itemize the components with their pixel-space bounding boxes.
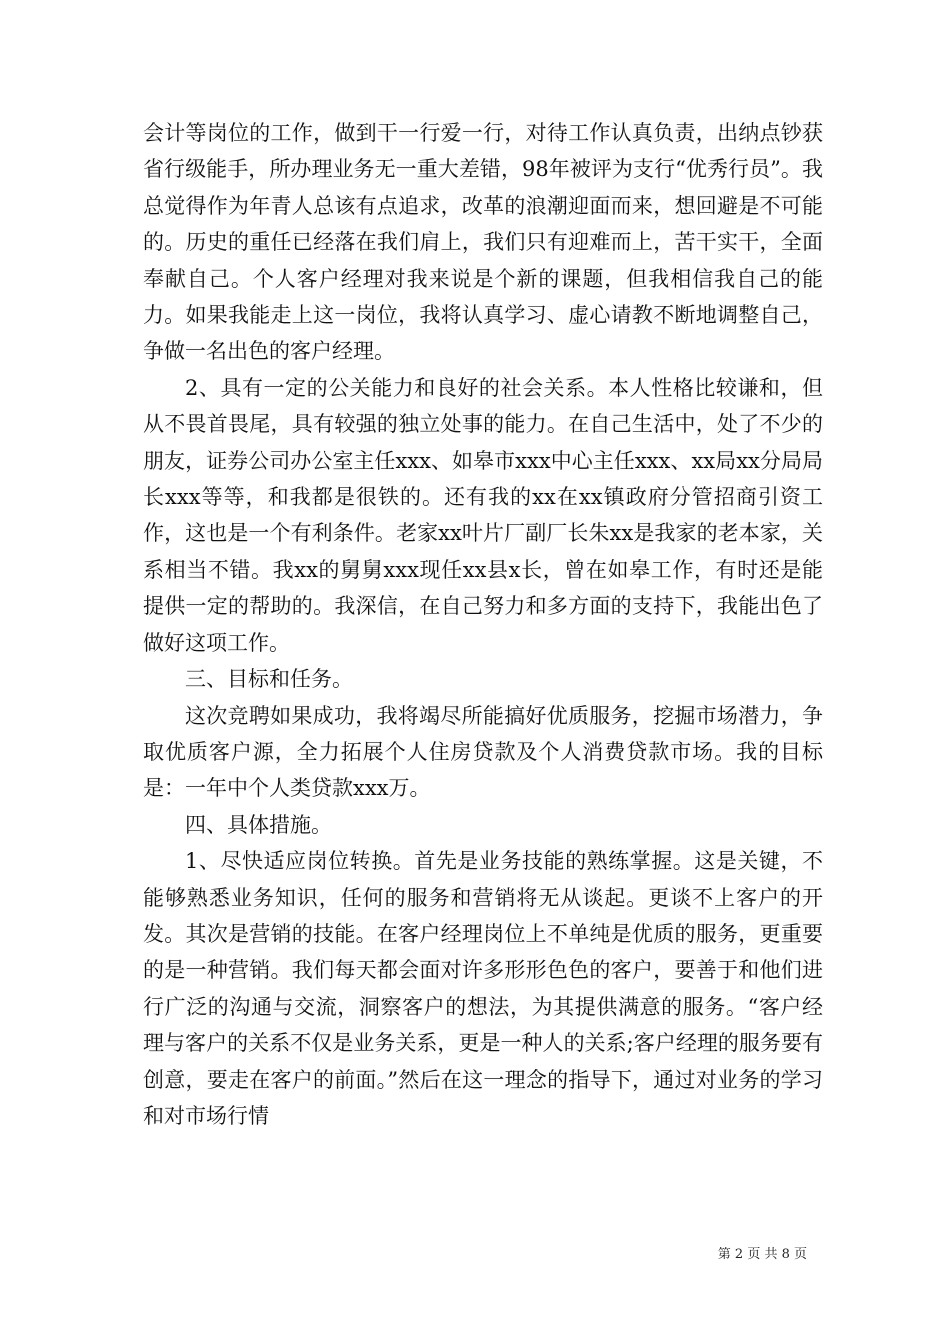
section-heading-4: 四、具体措施。 (185, 812, 332, 837)
paragraph-6: 1、尽快适应岗位转换。首先是业务技能的熟练掌握。这是关键，不能够熟悉业务知识，任何的服务和营销将无从谈起。更谈不上客户的开发。其次是营销的技能。在客户经理岗位上不单纯是优质的服务，更重要的是一种营销。我们每天都会面对许多形形色色的客户，要善于和他们进行广泛的沟通与交流，洞察客户的想法，为其提供满意的服务。“客户经理与客户的关系不仅是业务关系，更是一种人的关系;客户经理的服务要有创意，要走在客户的前面。”然后在这一理念的指导下，通过对业务的学习和对市场行情 (143, 849, 823, 1128)
page-number-footer: 第 2 页 共 8 页 (717, 1247, 807, 1262)
document-body (143, 115, 823, 1134)
paragraph-2: 2、具有一定的公关能力和良好的社会关系。本人性格比较谦和，但从不畏首畏尾，具有较强的独立处事的能力。在自己生活中，处了不少的朋友，证券公司办公室主任xxx、如皋市xxx中心主任xxx、xx局xx分局局长xxx等等，和我都是很铁的。还有我的xx在xx镇政府分管招商引资工作，这也是一个有利条件。老家xx叶片厂副厂长朱xx是我家的老本家，关系相当不错。我xx的舅舅xxx现任xx县x长，曾在如皋工作，有时还是能提供一定的帮助的。我深信，在自己努力和多方面的支持下，我能出色了做好这项工作。 (143, 375, 823, 655)
section-heading-3: 三、目标和任务。 (185, 667, 353, 692)
paragraph-4: 这次竞聘如果成功，我将竭尽所能搞好优质服务，挖掘市场潜力，争取优质客户源，全力拓展个人住房贷款及个人消费贷款市场。我的目标是：一年中个人类贷款xxx万。 (143, 703, 823, 801)
paragraph-1: 会计等岗位的工作，做到干一行爱一行，对待工作认真负责，出纳点钞获省行级能手，所办理业务无一重大差错，98年被评为支行“优秀行员”。我总觉得作为年青人总该有点追求，改革的浪潮迎面而来，想回避是不可能的。历史的重任已经落在我们肩上，我们只有迎难而上，苦干实干，全面奉献自己。个人客户经理对我来说是个新的课题，但我相信我自己的能力。如果我能走上这一岗位，我将认真学习、虚心请教不断地调整自己，争做一名出色的客户经理。 (143, 121, 823, 364)
